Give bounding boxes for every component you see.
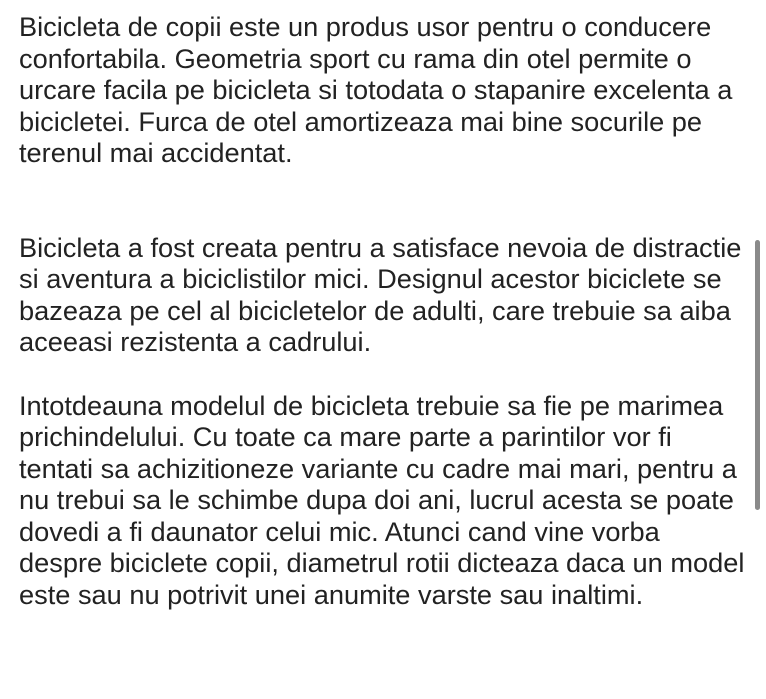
vertical-scrollbar[interactable] bbox=[755, 240, 760, 510]
paragraph-2: Bicicleta a fost creata pentru a satisface nevoia de distractie si aventura a biciclistilor mici. Designul acestor biciclete se bazeaza pe cel al bicicletelor de adulti, care trebuie sa aiba aceeasi rezistenta a cadrului. bbox=[19, 231, 742, 357]
paragraph-3: Intotdeauna modelul de bicicleta trebuie sa fie pe marimea prichindelului. Cu toate ca mare parte a parintilor vor fi tentati sa achizitioneze variante cu cadre mai mari, pentru a nu trebui sa le schimbe dupa doi ani, lucrul acesta se poate dovedi a fi daunator celui mic. Atunci cand vine vorba despre biciclete copii, diametrul rotii dicteaza daca un model este sau nu potrivit unei anumite varste sau inaltimi. bbox=[19, 389, 745, 610]
paragraph-1: Bicicleta de copii este un produs usor pentru o conducere confortabila. Geometria sport cu rama din otel permite o urcare facila pe bicicleta si totodata o stapanire excelenta a bicicletei. Furca de otel amortizeaza mai bine socurile pe terenul mai accidentat. bbox=[19, 11, 733, 168]
article-body bbox=[19, 11, 749, 642]
